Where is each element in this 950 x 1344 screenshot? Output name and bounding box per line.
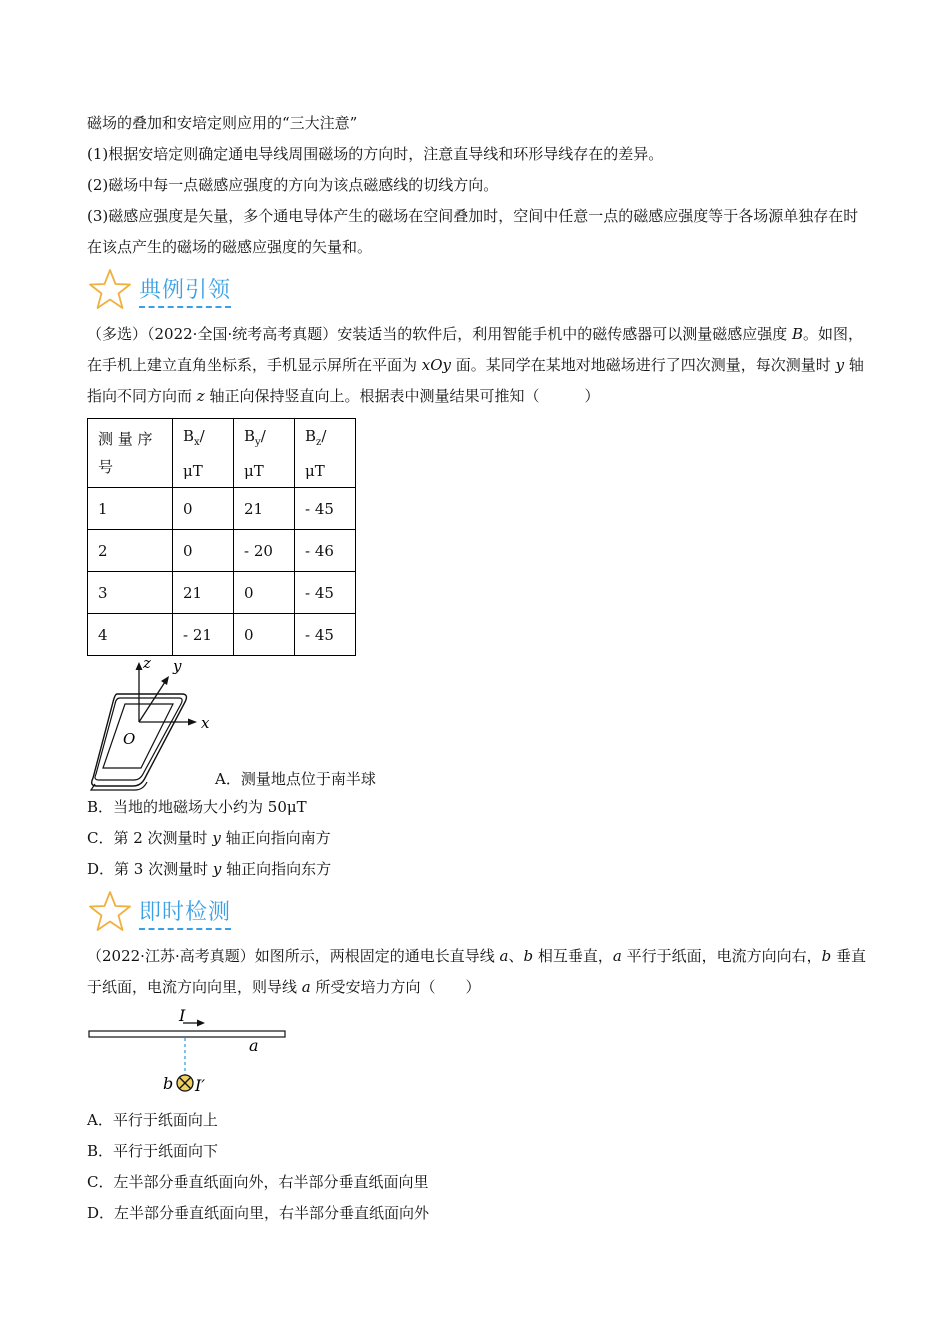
notes-heading: 磁场的叠加和安培定则应用的“三大注意” <box>87 114 358 132</box>
table-cell: 0 <box>173 488 234 530</box>
section-header-practice <box>87 887 867 937</box>
wire-b-label: b <box>163 1074 174 1093</box>
star-icon <box>87 267 133 313</box>
table-cell: 3 <box>88 572 173 614</box>
wire-diagram <box>87 1007 307 1105</box>
origin-label: O <box>123 730 136 748</box>
table-cell: 1 <box>88 488 173 530</box>
table-cell: - 46 <box>295 530 356 572</box>
z-axis-label: z <box>143 656 151 672</box>
question-2-stem: （2022·江苏·高考真题）如图所示，两根固定的通电长直导线 a、b 相互垂直，a 平行于纸面，电流方向向右，b 垂直于纸面，电流方向向里，则导线 a 所受安培力方向（ ） <box>87 947 866 996</box>
current-prime-label: I′ <box>195 1076 205 1095</box>
table-cell: - 20 <box>234 530 295 572</box>
option-a[interactable]: A．测量地点位于南半球 <box>215 770 376 788</box>
section-title: 典例引领 <box>139 273 231 308</box>
option-c[interactable]: C．左半部分垂直纸面向外，右半部分垂直纸面向里 <box>87 1173 429 1191</box>
star-icon <box>87 889 133 935</box>
wire-figure <box>87 1007 867 1105</box>
option-b[interactable]: B．当地的地磁场大小约为 50μT <box>87 798 307 816</box>
x-axis-label: x <box>201 714 210 732</box>
table-cell: 4 <box>88 614 173 656</box>
header-cell-bz: $B_z/\mu T$ <box>295 419 356 488</box>
option-c[interactable]: C．第 2 次测量时 y 轴正向指向南方 <box>87 829 331 847</box>
table-cell: - 45 <box>295 614 356 656</box>
document-page <box>87 108 867 1229</box>
header-cell-by: $B_y/\mu T$ <box>234 419 295 488</box>
y-axis-label: y <box>173 657 182 675</box>
header-cell-bx: $B_x/\mu T$ <box>173 419 234 488</box>
table-cell: 21 <box>173 572 234 614</box>
table-row <box>88 530 356 572</box>
table-cell: 21 <box>234 488 295 530</box>
option-d[interactable]: D．左半部分垂直纸面向里，右半部分垂直纸面向外 <box>87 1204 430 1222</box>
table-cell: 0 <box>234 614 295 656</box>
table-row <box>88 572 356 614</box>
note-item-1: (1)根据安培定则确定通电导线周围磁场的方向时，注意直导线和环形导线存在的差异。 <box>87 145 664 163</box>
table-cell: - 45 <box>295 572 356 614</box>
option-b[interactable]: B．平行于纸面向下 <box>87 1142 219 1160</box>
note-item-2: (2)磁场中每一点磁感应强度的方向为该点磁感线的切线方向。 <box>87 176 499 194</box>
wire-a-label: a <box>249 1036 259 1055</box>
phone-coordinate-figure <box>87 656 867 792</box>
option-a[interactable]: A．平行于纸面向上 <box>87 1111 218 1129</box>
question-1-stem: （多选）（2022·全国·统考高考真题）安装适当的软件后，利用智能手机中的磁传感器可以测量磁感应强度 B。如图，在手机上建立直角坐标系，手机显示屏所在平面为 xOy 面。某同学在某地对地磁场进行了四次测量，每次测量时 y 轴指向不同方向而 z 轴正向保持竖直向上。根据表中测量结果可推知（ ） <box>87 325 864 405</box>
table-cell: - 45 <box>295 488 356 530</box>
option-d[interactable]: D．第 3 次测量时 y 轴正向指向东方 <box>87 860 332 878</box>
table-row <box>88 614 356 656</box>
table-cell: - 21 <box>173 614 234 656</box>
note-item-3: (3)磁感应强度是矢量，多个通电导体产生的磁场在空间叠加时，空间中任意一点的磁感应强度等于各场源单独存在时在该点产生的磁场的磁感应强度的矢量和。 <box>87 207 859 256</box>
section-title: 即时检测 <box>139 895 231 930</box>
section-header-examples <box>87 265 867 315</box>
phone-diagram <box>87 656 217 792</box>
table-cell: 0 <box>234 572 295 614</box>
header-cell-index: 测 量 序 号 <box>88 419 173 488</box>
table-cell: 0 <box>173 530 234 572</box>
table-cell: 2 <box>88 530 173 572</box>
table-header-row <box>88 419 356 488</box>
current-label: I <box>179 1007 186 1025</box>
measurement-table <box>87 418 356 656</box>
table-row <box>88 488 356 530</box>
